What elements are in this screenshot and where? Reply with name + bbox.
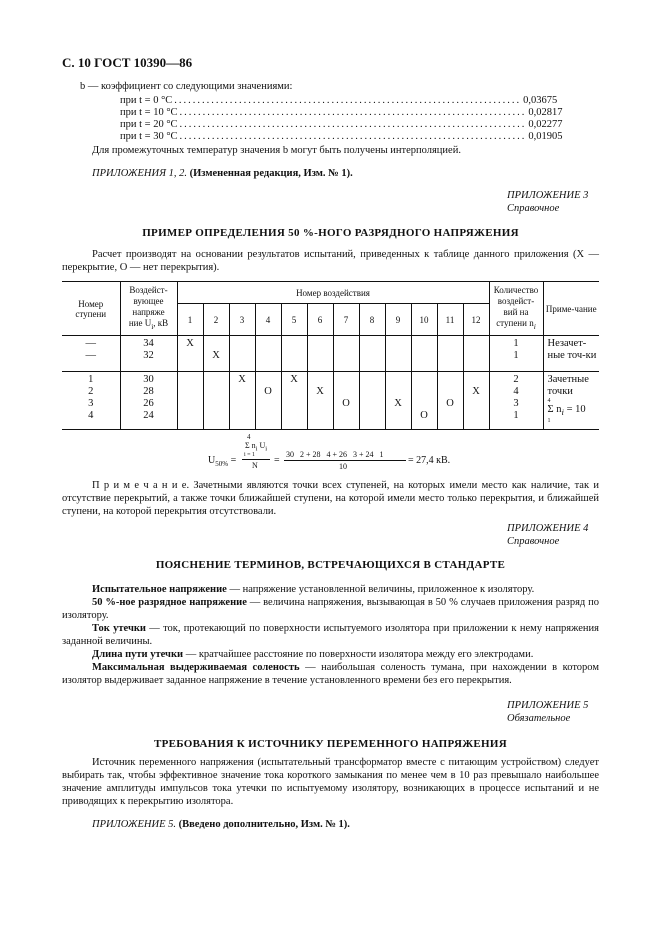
impact-col-header: 11 bbox=[437, 304, 463, 336]
results-table bbox=[62, 281, 599, 430]
impact-col-header: 4 bbox=[255, 304, 281, 336]
group2-volts: 30 28 26 24 bbox=[120, 372, 177, 430]
impact-col-header: 12 bbox=[463, 304, 489, 336]
impact-col-header: 9 bbox=[385, 304, 411, 336]
cell-o: O bbox=[255, 372, 281, 430]
header-impact-number: Номер воздействия bbox=[177, 282, 489, 304]
amendment-note-5: ПРИЛОЖЕНИЕ 5. (Введено дополнительно, Изм. № 1). bbox=[92, 819, 350, 830]
cell-o: O bbox=[333, 372, 359, 430]
cell-x: X bbox=[281, 372, 307, 430]
header-count: Количество воздейст- вий на ступени $n_i$ bbox=[489, 282, 543, 336]
cell-x: X bbox=[385, 372, 411, 430]
impact-col-header: 1 bbox=[177, 304, 203, 336]
coef-row: при t = 30 °С ........................................................................... 0,01905 bbox=[120, 131, 563, 142]
coef-row: при t = 10 °С ........................................................................... 0,02817 bbox=[120, 107, 563, 118]
page-header: С. 10 ГОСТ 10390—86 bbox=[62, 55, 193, 70]
cell-x: X bbox=[463, 372, 489, 430]
appendix-4-label: ПРИЛОЖЕНИЕ 4 bbox=[507, 523, 589, 534]
cell-o: O bbox=[437, 372, 463, 430]
formula: 4 Σ $n_i$ $U_i$ i = 1 $U_{50\%}$ = N = 30 2 + 28 4 + 26 3 + 24 1 10 = 27,4 кВ. bbox=[208, 433, 451, 471]
impact-col-header: 5 bbox=[281, 304, 307, 336]
appendix-3-label: ПРИЛОЖЕНИЕ 3 bbox=[507, 190, 589, 201]
impact-col-header: 10 bbox=[411, 304, 437, 336]
term-item: Испытательное напряжение — напряжение установленной величины, приложенное к изолятору. bbox=[92, 584, 535, 595]
appendix-5-type: Обязательное bbox=[507, 713, 571, 724]
cell-x: X bbox=[229, 372, 255, 430]
appendix-4-type: Справочное bbox=[507, 536, 560, 547]
term-item: Длина пути утечки — кратчайшее расстояние по поверхности изолятора между его электродами. bbox=[92, 649, 534, 660]
header-step: Номер ступени bbox=[62, 282, 120, 336]
appendix-3-type: Справочное bbox=[507, 203, 560, 214]
impact-col-header: 8 bbox=[359, 304, 385, 336]
impact-col-header: 7 bbox=[333, 304, 359, 336]
cell-x: X bbox=[307, 372, 333, 430]
impact-col-header: 3 bbox=[229, 304, 255, 336]
appendix-3-title: ПРИМЕР ОПРЕДЕЛЕНИЯ 50 %-НОГО РАЗРЯДНОГО НАПРЯЖЕНИЯ bbox=[142, 227, 519, 239]
group1-steps: — — bbox=[62, 336, 120, 372]
group2-steps: 1 2 3 4 bbox=[62, 372, 120, 430]
cell-x: X bbox=[177, 336, 203, 372]
cell-o: O bbox=[411, 372, 437, 430]
header-note: Приме-чание bbox=[545, 303, 597, 314]
appendix-4-title: ПОЯСНЕНИЕ ТЕРМИНОВ, ВСТРЕЧАЮЩИХСЯ В СТАНДАРТЕ bbox=[155, 559, 506, 571]
appendix-3-note: П р и м е ч а н и е. Зачетными являются точки всех ступеней, на которых имели место как наличие, так и отсутствие перекрытий, а также точки ближайшей ступени, на которой имели место только перекрытия, и ближайшей ступени, на которой перекрытия отсутствовали. bbox=[62, 480, 599, 517]
term-item: 50 %-ное разрядное напряжение — величина напряжения, вызывающая в 50 % случаев приложения разряд по изолятору. bbox=[62, 597, 599, 621]
term-item: Максимальная выдерживаемая соленость — наибольшая соленость тумана, при нахождении в котором изолятор выдерживает заданное напряжение в течение установленного времени без его перекрытия. bbox=[62, 662, 599, 686]
impact-col-header: 6 bbox=[307, 304, 333, 336]
cell-x: X bbox=[203, 336, 229, 372]
appendix-5-title: ТРЕБОВАНИЯ К ИСТОЧНИКУ ПЕРЕМЕННОГО НАПРЯЖЕНИЯ bbox=[153, 738, 508, 750]
header-voltage: Воздейст- вующее напряже ние $U_i$, кВ bbox=[120, 282, 177, 336]
group1-counts: 1 1 bbox=[489, 336, 543, 372]
group1-note: Незачет-ные точ-ки bbox=[547, 338, 597, 361]
interpolation-note: Для промежуточных температур значения b могут быть получены интерполяцией. bbox=[92, 145, 461, 156]
group2-note: Зачетные точки 4 Σ $n_i = 10$ 1 bbox=[547, 374, 589, 425]
impact-col-header: 2 bbox=[203, 304, 229, 336]
term-item: Ток утечки — ток, протекающий по поверхности испытуемого изолятора при приложении к нему напряжения заданной величины. bbox=[62, 623, 599, 647]
group1-volts: 34 32 bbox=[120, 336, 177, 372]
appendix-5-text: Источник переменного напряжения (испытательный трансформатор вместе с питающим устройством) следует выбирать так, чтобы эффективное значение тока короткого замыкания по менее чем в 10 раз превышало наибольшее значение амплитуды импульсов тока утечки по испытуемому изолятору, возникающих в процессе испытаний и не приводящих к перекрытию изолятора. bbox=[62, 757, 599, 807]
appendix-5-label: ПРИЛОЖЕНИЕ 5 bbox=[507, 700, 589, 711]
coefficient-intro: b — коэффициент со следующими значениями: bbox=[80, 81, 293, 92]
amendment-note-12: ПРИЛОЖЕНИЯ 1, 2. (Измененная редакция, Изм. № 1). bbox=[92, 168, 353, 179]
group2-counts: 2 4 3 1 bbox=[489, 372, 543, 430]
coef-row: при t = 0 °С ........................................................................... 0,03675 bbox=[120, 95, 558, 106]
coef-row: при t = 20 °С ........................................................................... 0,02277 bbox=[120, 119, 563, 130]
appendix-3-intro: Расчет производят на основании результатов испытаний, приведенных к таблице данного приложения (X — перекрытие, О — нет перекрытия). bbox=[62, 249, 599, 273]
